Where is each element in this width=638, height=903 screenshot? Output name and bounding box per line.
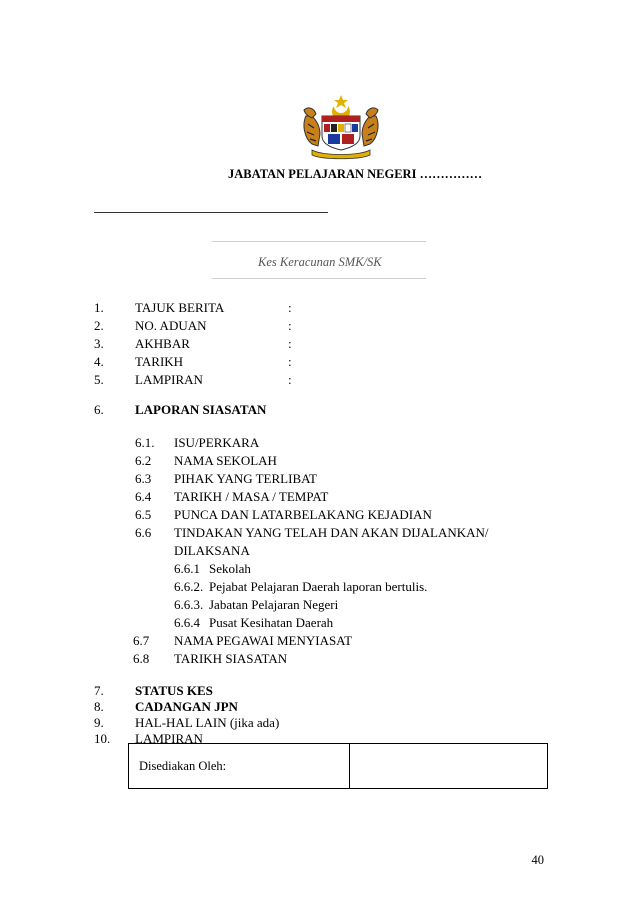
- item-separator: :: [288, 318, 292, 333]
- item-number: 5.: [94, 372, 104, 387]
- item-label: CADANGAN JPN: [135, 699, 238, 714]
- subitem-number: 6.3: [135, 471, 152, 486]
- subitem-number: 6.6: [135, 525, 152, 540]
- action-label: Jabatan Pelajaran Negeri: [209, 597, 339, 612]
- subitem-label: NAMA SEKOLAH: [174, 453, 277, 468]
- subitem-number: 6.4: [135, 489, 152, 504]
- subitem-label-continued: DILAKSANA: [174, 543, 250, 558]
- subitem-label: PUNCA DAN LATARBELAKANG KEJADIAN: [174, 507, 432, 522]
- item-label: AKHBAR: [135, 336, 190, 351]
- action-label: Sekolah: [209, 561, 251, 576]
- item-number: 7.: [94, 683, 104, 698]
- subitem-number: 6.5: [135, 507, 152, 522]
- item-number: 1.: [94, 300, 104, 315]
- signature-table: [128, 743, 548, 789]
- subitem-number: 6.1.: [135, 435, 155, 450]
- subitem-label: TARIKH / MASA / TEMPAT: [174, 489, 329, 504]
- subitem-label: ISU/PERKARA: [174, 435, 260, 450]
- item-separator: :: [288, 354, 292, 369]
- subitem-label: TINDAKAN YANG TELAH DAN AKAN DIJALANKAN/: [174, 525, 489, 540]
- prepared-by-label: Disediakan Oleh:: [129, 744, 350, 789]
- action-number: 6.6.4: [174, 615, 200, 630]
- item-label: LAMPIRAN: [135, 372, 203, 387]
- item-label: HAL-HAL LAIN (jika ada): [135, 715, 280, 730]
- prepared-by-field[interactable]: [350, 744, 548, 789]
- subitem-number: 6.8: [133, 651, 150, 666]
- section-title: LAPORAN SIASATAN: [135, 402, 267, 417]
- section-number: 6.: [94, 402, 104, 417]
- item-number: 10.: [94, 731, 111, 746]
- item-separator: :: [288, 372, 292, 387]
- item-label: STATUS KES: [135, 683, 213, 698]
- item-number: 2.: [94, 318, 104, 333]
- subitem-number: 6.2: [135, 453, 152, 468]
- page-number: 40: [531, 853, 544, 867]
- department-heading: JABATAN PELAJARAN NEGERI ……………: [228, 167, 483, 181]
- item-label: NO. ADUAN: [135, 318, 207, 333]
- coat-of-arms-logo: [298, 94, 384, 162]
- action-label: Pusat Kesihatan Daerah: [209, 615, 334, 630]
- action-number: 6.6.3.: [174, 597, 204, 612]
- subitem-label: TARIKH SIASATAN: [174, 651, 288, 666]
- action-number: 6.6.2.: [174, 579, 204, 594]
- subitem-label: PIHAK YANG TERLIBAT: [174, 471, 317, 486]
- reference-line: [94, 212, 328, 213]
- action-number: 6.6.1: [174, 561, 200, 576]
- item-number: 8.: [94, 699, 104, 714]
- item-separator: :: [288, 336, 292, 351]
- item-label: TAJUK BERITA: [135, 300, 225, 315]
- item-label: LAMPIRAN: [135, 731, 203, 746]
- item-label: TARIKH: [135, 354, 184, 369]
- item-separator: :: [288, 300, 292, 315]
- item-number: 3.: [94, 336, 104, 351]
- subitem-number: 6.7: [133, 633, 150, 648]
- action-label: Pejabat Pelajaran Daerah laporan bertulis.: [209, 579, 428, 594]
- item-number: 9.: [94, 715, 104, 730]
- subitem-label: NAMA PEGAWAI MENYIASAT: [174, 633, 353, 648]
- case-type-label: Kes Keracunan SMK/SK: [258, 255, 382, 269]
- divider-top: [212, 241, 426, 242]
- divider-bottom: [212, 278, 426, 279]
- item-number: 4.: [94, 354, 104, 369]
